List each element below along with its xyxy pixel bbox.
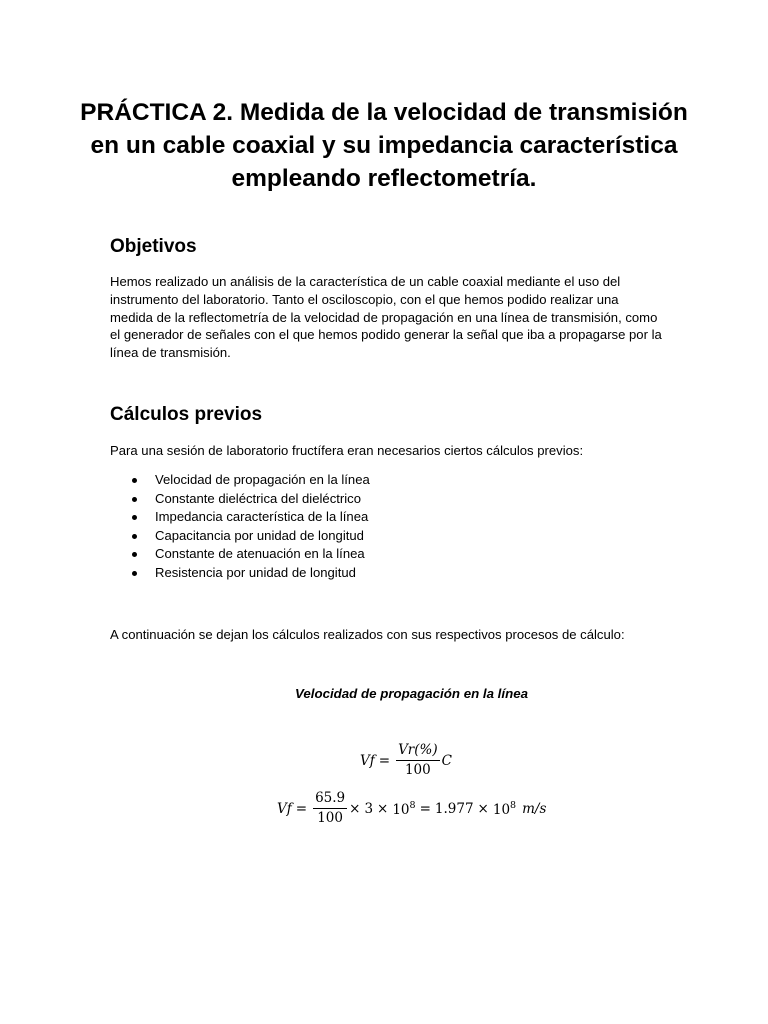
calculos-continuation	[110, 626, 720, 644]
objetivos-heading: Objetivos	[110, 236, 197, 257]
list-item: Resistencia por unidad de longitud	[110, 564, 370, 583]
calculos-list	[110, 471, 370, 583]
list-item: Capacitancia por unidad de longitud	[110, 527, 370, 546]
velocity-calculation	[277, 790, 546, 827]
formula-lhs: Vf	[360, 752, 375, 769]
times-sign: ×	[377, 800, 389, 817]
calc-equals: =	[295, 800, 308, 817]
continuation-text: A continuación se dejan los cálculos realizados con sus respectivos procesos de cálculo:	[110, 627, 625, 642]
calculos-intro	[110, 442, 720, 460]
base-ten: 10	[392, 801, 410, 818]
factor-three: 3	[364, 800, 374, 817]
fraction-numerator: Vr(%)	[396, 742, 440, 761]
unit-label: m/s	[522, 800, 547, 817]
calc-equals: =	[419, 800, 431, 817]
exponent: 8	[409, 799, 416, 811]
formula-rhs: C	[441, 752, 452, 769]
fraction-numerator: 65.9	[313, 790, 347, 809]
velocidad-subtitle: Velocidad de propagación en la línea	[294, 686, 528, 701]
objetivos-paragraph	[110, 273, 720, 362]
objetivos-line: el generador de señales con el que hemos podido generar la señal que iba a propagarse por la	[110, 327, 662, 343]
fraction-denominator: 100	[404, 762, 431, 778]
calc-fraction	[313, 790, 347, 827]
result-value: 1.977	[434, 800, 474, 817]
calculos-heading: Cálculos previos	[110, 404, 263, 425]
velocity-formula	[360, 742, 452, 779]
objetivos-line: Hemos realizado un análisis de la característica de un cable coaxial mediante el uso del	[110, 274, 621, 289]
times-sign: ×	[349, 800, 361, 817]
title-line-3: empleando reflectometría.	[231, 165, 537, 192]
objetivos-line: línea de transmisión.	[110, 345, 231, 361]
exponent: 8	[510, 799, 517, 811]
objetivos-line: medida de la reflectometría de la velocidad de propagación en una línea de transmisión, como	[110, 309, 658, 325]
base-ten: 10	[492, 801, 511, 818]
fraction-denominator: 100	[317, 810, 343, 826]
formula-fraction	[396, 742, 440, 779]
title-line-2: en un cable coaxial y su impedancia característica	[90, 132, 678, 159]
list-item: Constante dieléctrica del dieléctrico	[110, 490, 370, 509]
times-sign: ×	[477, 800, 489, 817]
list-item: Constante de atenuación en la línea	[110, 545, 370, 564]
objetivos-line: instrumento del laboratorio. Tanto el osciloscopio, con el que hemos podido realizar una	[110, 291, 619, 307]
power-of-ten	[493, 800, 516, 818]
title-line-1: PRÁCTICA 2. Medida de la velocidad de transmisión	[80, 99, 688, 126]
calc-lhs: Vf	[277, 800, 292, 817]
page-title	[40, 96, 728, 195]
formula-equals: =	[378, 752, 391, 769]
power-of-ten	[392, 800, 415, 818]
calculos-intro-text: Para una sesión de laboratorio fructífera eran necesarios ciertos cálculos previos:	[110, 443, 584, 458]
list-item: Impedancia característica de la línea	[110, 508, 370, 527]
list-item: Velocidad de propagación en la línea	[110, 471, 370, 490]
